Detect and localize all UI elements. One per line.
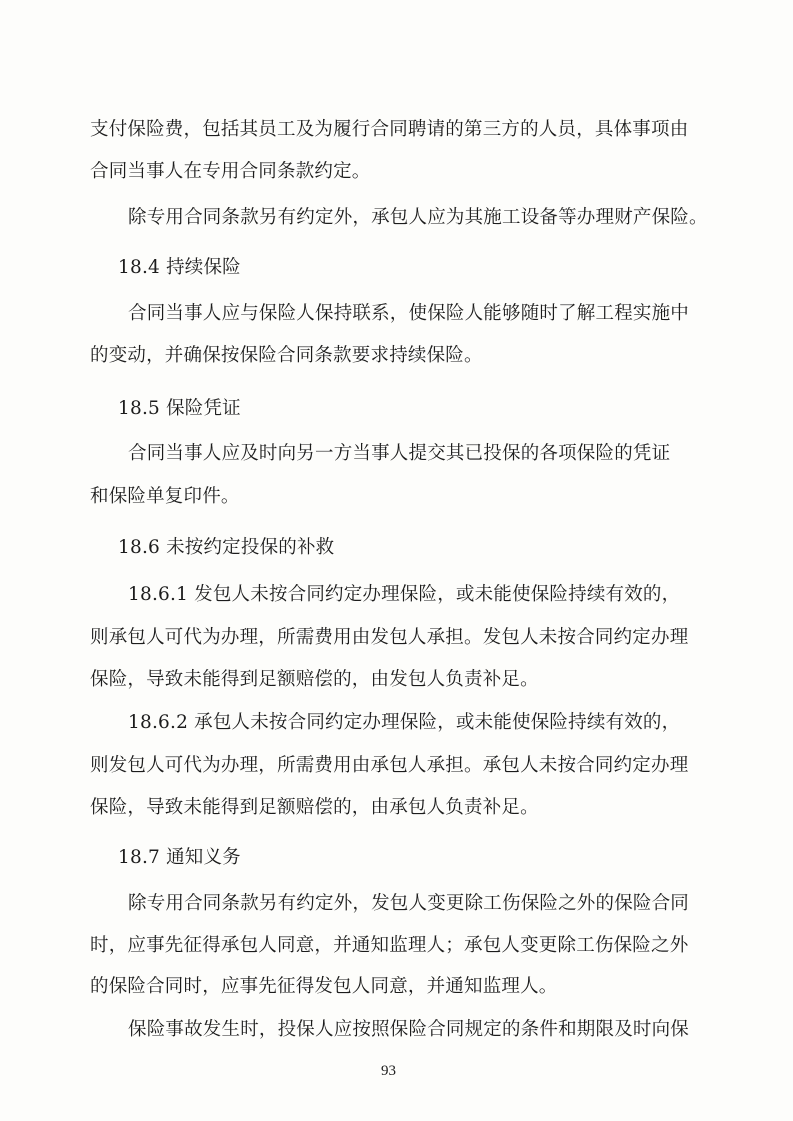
paragraph-line: 18.6.1 发包人未按合同约定办理保险，或未能使保险持续有效的， <box>128 584 681 605</box>
paragraph-line: 的变动，并确保按保险合同条款要求持续保险。 <box>90 345 483 366</box>
paragraph-line: 保险，导致未能得到足额赔偿的，由承包人负责补足。 <box>90 797 539 818</box>
section-heading-18-7: 18.7 通知义务 <box>118 847 241 868</box>
paragraph-line: 的保险合同时，应事先征得发包人同意，并通知监理人。 <box>90 976 558 997</box>
page-number: 93 <box>381 1063 396 1079</box>
paragraph-line: 支付保险费，包括其员工及为履行合同聘请的第三方的人员，具体事项由 <box>90 119 689 140</box>
paragraph-line: 则承包人可代为办理，所需费用由发包人承担。发包人未按合同约定办理 <box>90 627 689 648</box>
section-heading-18-5: 18.5 保险凭证 <box>118 398 241 419</box>
paragraph-line: 合同当事人在专用合同条款约定。 <box>90 161 371 182</box>
paragraph-line: 18.6.2 承包人未按合同约定办理保险，或未能使保险持续有效的， <box>128 712 681 733</box>
paragraph-line: 保险事故发生时，投保人应按照保险合同规定的条件和期限及时向保 <box>128 1019 690 1040</box>
section-heading-18-4: 18.4 持续保险 <box>118 257 241 278</box>
paragraph-line: 除专用合同条款另有约定外，发包人变更除工伤保险之外的保险合同 <box>128 893 690 914</box>
paragraph-line: 保险，导致未能得到足额赔偿的，由发包人负责补足。 <box>90 669 539 690</box>
paragraph-line: 则发包人可代为办理，所需费用由承包人承担。承包人未按合同约定办理 <box>90 755 689 776</box>
paragraph-line: 时，应事先征得承包人同意，并通知监理人；承包人变更除工伤保险之外 <box>90 935 689 956</box>
paragraph-line: 除专用合同条款另有约定外，承包人应为其施工设备等办理财产保险。 <box>128 207 708 228</box>
paragraph-line: 和保险单复印件。 <box>90 486 240 507</box>
paragraph-line: 合同当事人应与保险人保持联系，使保险人能够随时了解工程实施中 <box>128 303 690 324</box>
section-heading-18-6: 18.6 未按约定投保的补救 <box>118 537 335 558</box>
paragraph-line: 合同当事人应及时向另一方当事人提交其已投保的各项保险的凭证 <box>128 443 671 464</box>
